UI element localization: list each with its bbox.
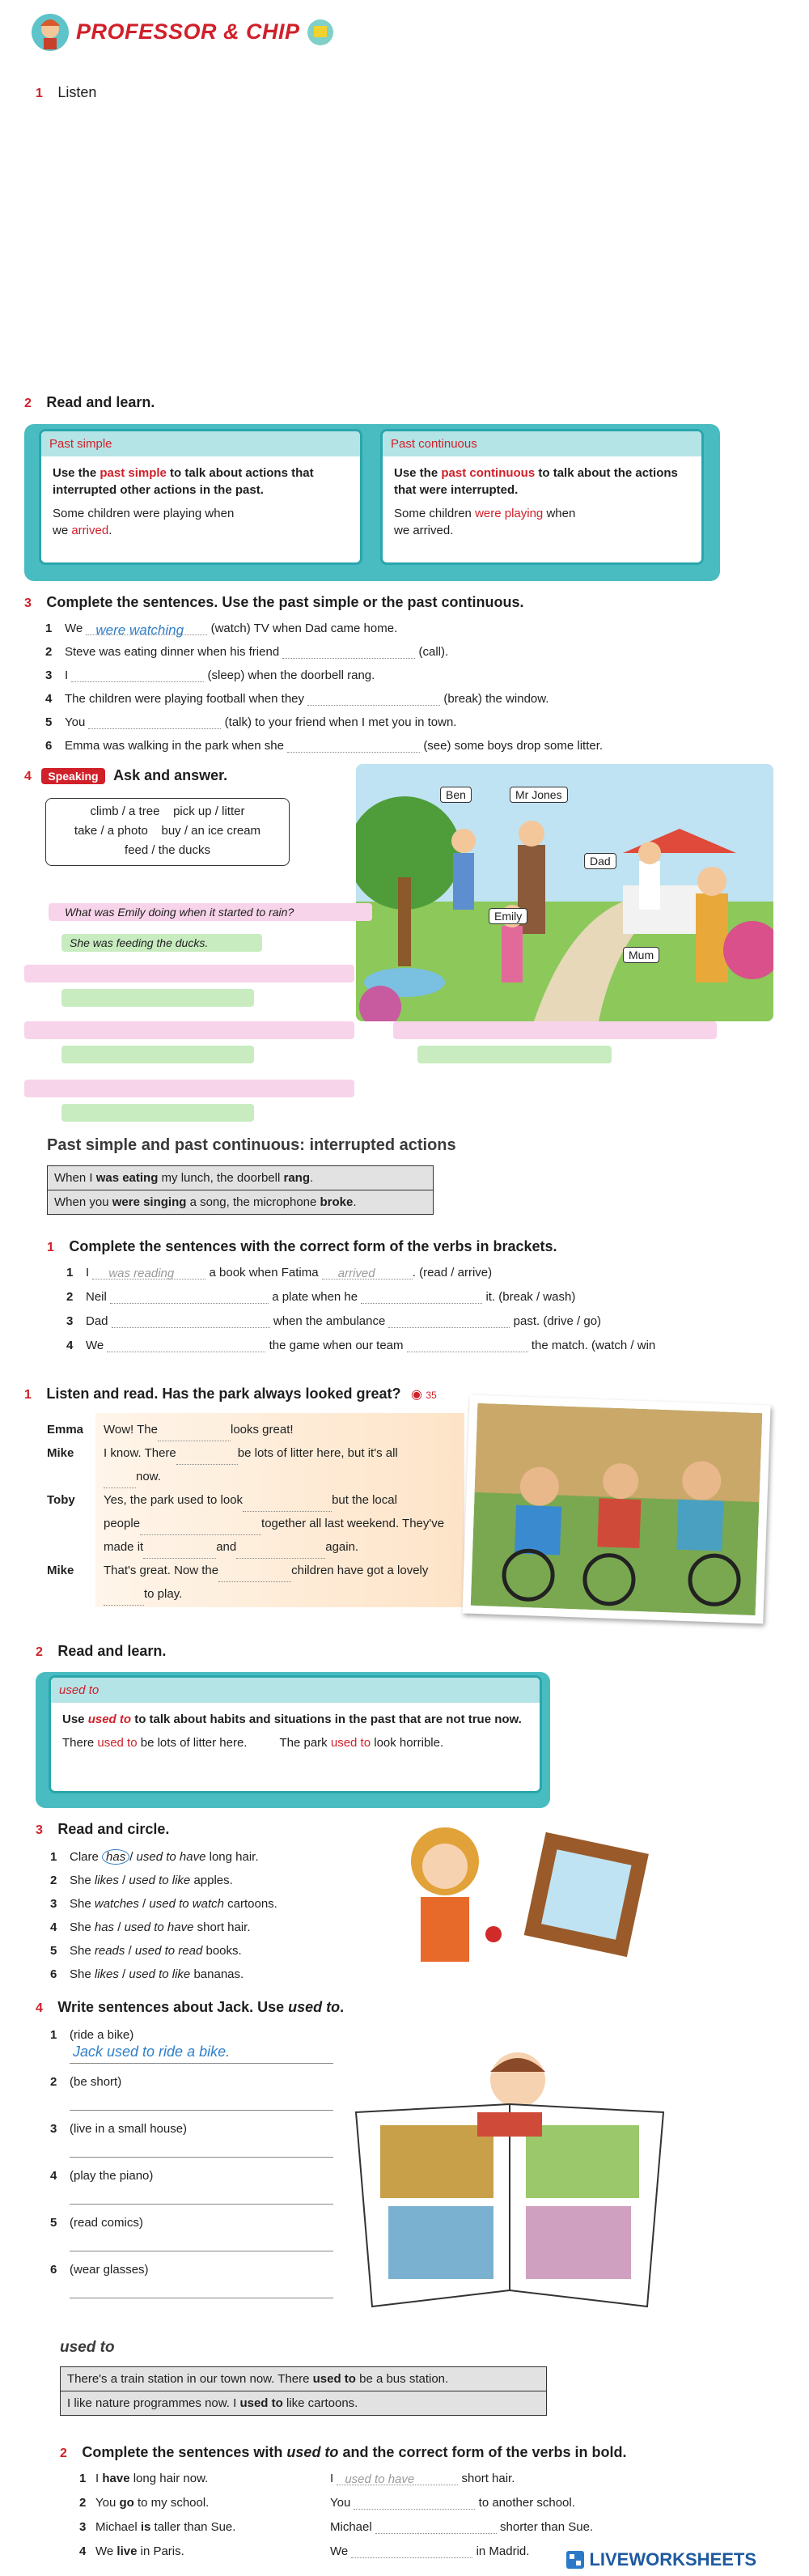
answer-line[interactable] (70, 2184, 333, 2205)
exercise-row: 3 I (sleep) when the doorbell rang. (45, 668, 375, 682)
past-simple-card (39, 429, 362, 565)
write-list (50, 2028, 333, 2310)
section-read-learn (24, 394, 155, 411)
audio-icon[interactable]: ◉ (410, 1388, 422, 1402)
section-listen (36, 84, 96, 101)
write-item: 5 (read comics) (50, 2216, 333, 2263)
section-title: Read and circle. (57, 1821, 170, 1837)
section-number: 2 (36, 1645, 43, 1659)
section-write-sentences (36, 1999, 344, 2016)
clare-illustration (372, 1813, 671, 1983)
answer-field[interactable] (236, 1546, 325, 1559)
answer-line[interactable] (70, 2231, 333, 2251)
example-text: There used to be lots of litter here. The park used to look horrible. (62, 1736, 444, 1750)
dialogue-line: people together all last weekend. They've (47, 1512, 468, 1535)
question-input[interactable] (24, 1080, 354, 1097)
section-number: 4 (24, 770, 32, 783)
grammar-example-box (47, 1165, 434, 1215)
exercise-row: 1 We were watching (watch) TV when Dad came home. (45, 622, 398, 638)
section-title: Complete the sentences with used to and the correct form of the verbs in bold. (82, 2444, 627, 2460)
section-title: Write sentences about Jack. Use used to. (57, 1999, 345, 2015)
answer-field[interactable] (354, 2497, 475, 2510)
option-circled[interactable]: has (102, 1849, 129, 1865)
section-number: 2 (24, 397, 32, 410)
answer-field[interactable] (158, 1428, 231, 1441)
answer-input[interactable] (417, 1046, 612, 1063)
track-number: 35 (426, 1390, 437, 1401)
answer-line[interactable] (70, 2090, 333, 2111)
answer-field[interactable] (407, 1339, 528, 1352)
answer-field[interactable] (71, 669, 204, 682)
card-heading: Past simple (41, 431, 360, 456)
answer-field[interactable]: were watching (86, 622, 207, 635)
jack-illustration (340, 2048, 680, 2315)
dialogue (47, 1418, 468, 1606)
section-complete (24, 594, 523, 611)
grammar-example-line: When you were singing a song, the microphone broke. (48, 1190, 433, 1214)
grammar-title: used to (60, 2339, 115, 2356)
grammar-example-line: I like nature programmes now. I used to like cartoons. (61, 2391, 546, 2415)
answer-field[interactable] (104, 1593, 144, 1606)
answer-line[interactable]: Jack used to ride a bike. (70, 2043, 333, 2064)
exercise-row: 1 I was reading a book when Fatima arrived . (read / arrive) (66, 1266, 493, 1280)
exercise-row: 4 We the game when our team the match. (watch / win (66, 1339, 656, 1352)
answer-field[interactable] (361, 1291, 482, 1304)
past-continuous-card (380, 429, 704, 565)
question-input[interactable] (393, 1021, 717, 1039)
answer-field[interactable] (107, 1339, 265, 1352)
rule-text: Use used to to talk about habits and situations in the past that are not true now. (62, 1712, 522, 1726)
answer-field[interactable] (176, 1452, 238, 1465)
section-number: 2 (60, 2447, 67, 2460)
exercise-row: 2 Steve was eating dinner when his friend (call). (45, 645, 449, 659)
grammar-example-line: There's a train station in our town now. There used to be a bus station. (61, 2367, 546, 2391)
write-item: 2 (be short) (50, 2075, 333, 2122)
exercise-row: 5 You (talk) to your friend when I met you in town. (45, 715, 457, 729)
circle-row: 2 She likes / used to like apples. (50, 1874, 233, 1887)
exercise-row: 6 Emma was walking in the park when she (see) some boys drop some litter. (45, 739, 604, 753)
answer-line[interactable] (70, 2137, 333, 2158)
circle-row: 1 Clare has / used to have long hair. (50, 1850, 259, 1864)
chip-mascot-icon (306, 16, 335, 49)
answer-field[interactable] (282, 646, 415, 659)
character-label: Ben (440, 787, 472, 803)
answer-bubble: She was feeding the ducks. (61, 934, 262, 952)
answer-field[interactable] (218, 1569, 291, 1582)
answer-field[interactable] (351, 2545, 472, 2558)
answer-input[interactable] (61, 989, 254, 1007)
option[interactable]: used to watch (149, 1897, 224, 1911)
write-item: 6 (wear glasses) (50, 2263, 333, 2310)
dialogue-line: Mike That's great. Now the children have got a lovely (47, 1559, 468, 1582)
dialogue-line: Mike I know. There be lots of litter here, but it's all (47, 1441, 468, 1465)
answer-field[interactable] (140, 1522, 261, 1535)
character-label: Dad (584, 853, 616, 869)
girl-with-photo-image (372, 1813, 671, 1983)
section-title: Read and learn. (46, 394, 155, 410)
option[interactable]: likes (94, 1874, 119, 1887)
card-heading: used to (51, 1678, 540, 1703)
section-number: 1 (24, 1388, 32, 1402)
liveworksheets-name: LIVEWORKSHEETS (589, 2549, 757, 2570)
answer-field[interactable] (143, 1546, 216, 1559)
option[interactable]: watches (94, 1897, 139, 1911)
section-number: 3 (24, 596, 32, 610)
character-label: Mum (623, 947, 659, 963)
dialogue-line: made it and again. (47, 1535, 468, 1559)
answer-field[interactable] (243, 1499, 332, 1512)
circle-list (50, 1845, 277, 1986)
circle-row: 6 She likes / used to like bananas. (50, 1967, 244, 1981)
section-number: 3 (36, 1823, 43, 1837)
option[interactable]: likes (94, 1967, 119, 1981)
exercise-row: 4 The children were playing football when they (break) the window. (45, 692, 549, 706)
answer-input[interactable] (61, 1104, 254, 1122)
word-box-line: climb / a tree pick up / litter (90, 804, 245, 818)
brand-name: PROFESSOR & CHIP (76, 19, 300, 44)
option[interactable]: reads (94, 1944, 125, 1958)
question-input[interactable] (24, 965, 354, 982)
brand-logo (31, 11, 338, 53)
exercise-row: 4 We live in Paris. We in Madrid. (79, 2544, 530, 2558)
write-item: 1 (ride a bike) Jack used to ride a bike. (50, 2028, 333, 2075)
liveworksheets-logo[interactable] (566, 2549, 806, 2572)
dialogue-line: now. (47, 1465, 468, 1488)
grammar-example-line: When I was eating my lunch, the doorbell rang. (48, 1166, 433, 1190)
section-title: Ask and answer. (113, 767, 228, 783)
option[interactable]: used to read (134, 1944, 203, 1958)
answer-field[interactable] (388, 1315, 510, 1328)
answer-field[interactable] (110, 1291, 269, 1304)
circle-row: 5 She reads / used to read books. (50, 1944, 242, 1958)
exercise-row: 3 Dad when the ambulance past. (drive / go) (66, 1314, 602, 1328)
section-verbs-brackets (47, 1238, 557, 1255)
word-box-line: feed / the ducks (125, 843, 210, 857)
example-text: Some children were playing when we arrived. (53, 507, 235, 537)
section-read-learn-used-to (36, 1643, 166, 1660)
option[interactable]: used to like (129, 1967, 191, 1981)
speaking-badge: Speaking (41, 768, 104, 784)
write-item: 4 (play the piano) (50, 2169, 333, 2216)
dialogue-line: Toby Yes, the park used to look but the local (47, 1488, 468, 1512)
section-speaking (24, 767, 227, 784)
rule-text: Use the past simple to talk about actions that interrupted other actions in the past. (53, 466, 314, 497)
option[interactable]: used to like (129, 1874, 191, 1887)
word-box-line: take / a photo buy / an ice cream (74, 824, 261, 838)
answer-field[interactable] (307, 693, 440, 706)
section-title: Complete the sentences with the correct form of the verbs in brackets. (69, 1238, 557, 1254)
example-text: Some children were playing when we arrived. (394, 507, 576, 537)
option[interactable]: used to have (136, 1850, 206, 1864)
section-used-to-complete (60, 2444, 627, 2461)
exercise-row: 2 You go to my school. You to another school. (79, 2496, 575, 2510)
exercise-row: 2 Neil a plate when he it. (break / wash) (66, 1290, 576, 1304)
section-listen-read (24, 1386, 437, 1403)
dialogue-line: Emma Wow! The looks great! (47, 1418, 468, 1441)
circle-row: 3 She watches / used to watch cartoons. (50, 1897, 277, 1911)
word-box (45, 798, 290, 866)
option[interactable]: used to have (124, 1920, 194, 1934)
dialogue-line: to play. (47, 1582, 468, 1606)
kids-bikes-image (471, 1403, 763, 1615)
section-number: 1 (36, 87, 43, 100)
answer-input[interactable] (61, 1046, 254, 1063)
answer-line[interactable] (70, 2278, 333, 2298)
park-illustration (356, 764, 773, 1021)
circle-row: 4 She has / used to have short hair. (50, 1920, 251, 1934)
answer-field[interactable]: was reading (92, 1267, 205, 1280)
answer-field[interactable] (287, 740, 420, 753)
question-bubble: What was Emily doing when it started to rain? (49, 903, 372, 921)
card-heading: Past continuous (383, 431, 701, 456)
section-number: 1 (47, 1241, 54, 1254)
jack-photo-album-image (340, 2048, 680, 2315)
used-to-card (49, 1675, 542, 1793)
write-item: 3 (live in a small house) (50, 2122, 333, 2169)
answer-field[interactable]: used to have (337, 2472, 458, 2485)
answer-field[interactable] (112, 1315, 270, 1328)
question-input[interactable] (24, 1021, 354, 1039)
answer-field[interactable]: arrived (322, 1267, 413, 1280)
answer-field[interactable] (104, 1475, 136, 1488)
section-read-circle (36, 1821, 169, 1838)
rule-text: Use the past continuous to talk about the actions that were interrupted. (394, 466, 678, 497)
section-title: Listen and read. Has the park always looked great? (46, 1386, 401, 1402)
answer-field[interactable] (88, 716, 221, 729)
answer-field[interactable] (375, 2521, 497, 2534)
character-label: Mr Jones (510, 787, 568, 803)
section-number: 4 (36, 2001, 43, 2015)
grammar-example-box (60, 2366, 547, 2416)
exercise-row: 3 Michael is taller than Sue. Michael shorter than Sue. (79, 2520, 594, 2534)
section-title: Listen (57, 84, 97, 100)
section-title: Complete the sentences. Use the past simple or the past continuous. (46, 594, 524, 610)
character-label: Emily (489, 908, 527, 924)
grammar-title: Past simple and past continuous: interrupted actions (47, 1136, 456, 1154)
exercise-row: 1 I have long hair now. I used to have short hair. (79, 2472, 515, 2486)
liveworksheets-icon (566, 2551, 584, 2569)
section-title: Read and learn. (57, 1643, 167, 1659)
kids-photo (462, 1395, 770, 1624)
option[interactable]: has (94, 1920, 115, 1934)
professor-mascot-icon (31, 11, 70, 53)
